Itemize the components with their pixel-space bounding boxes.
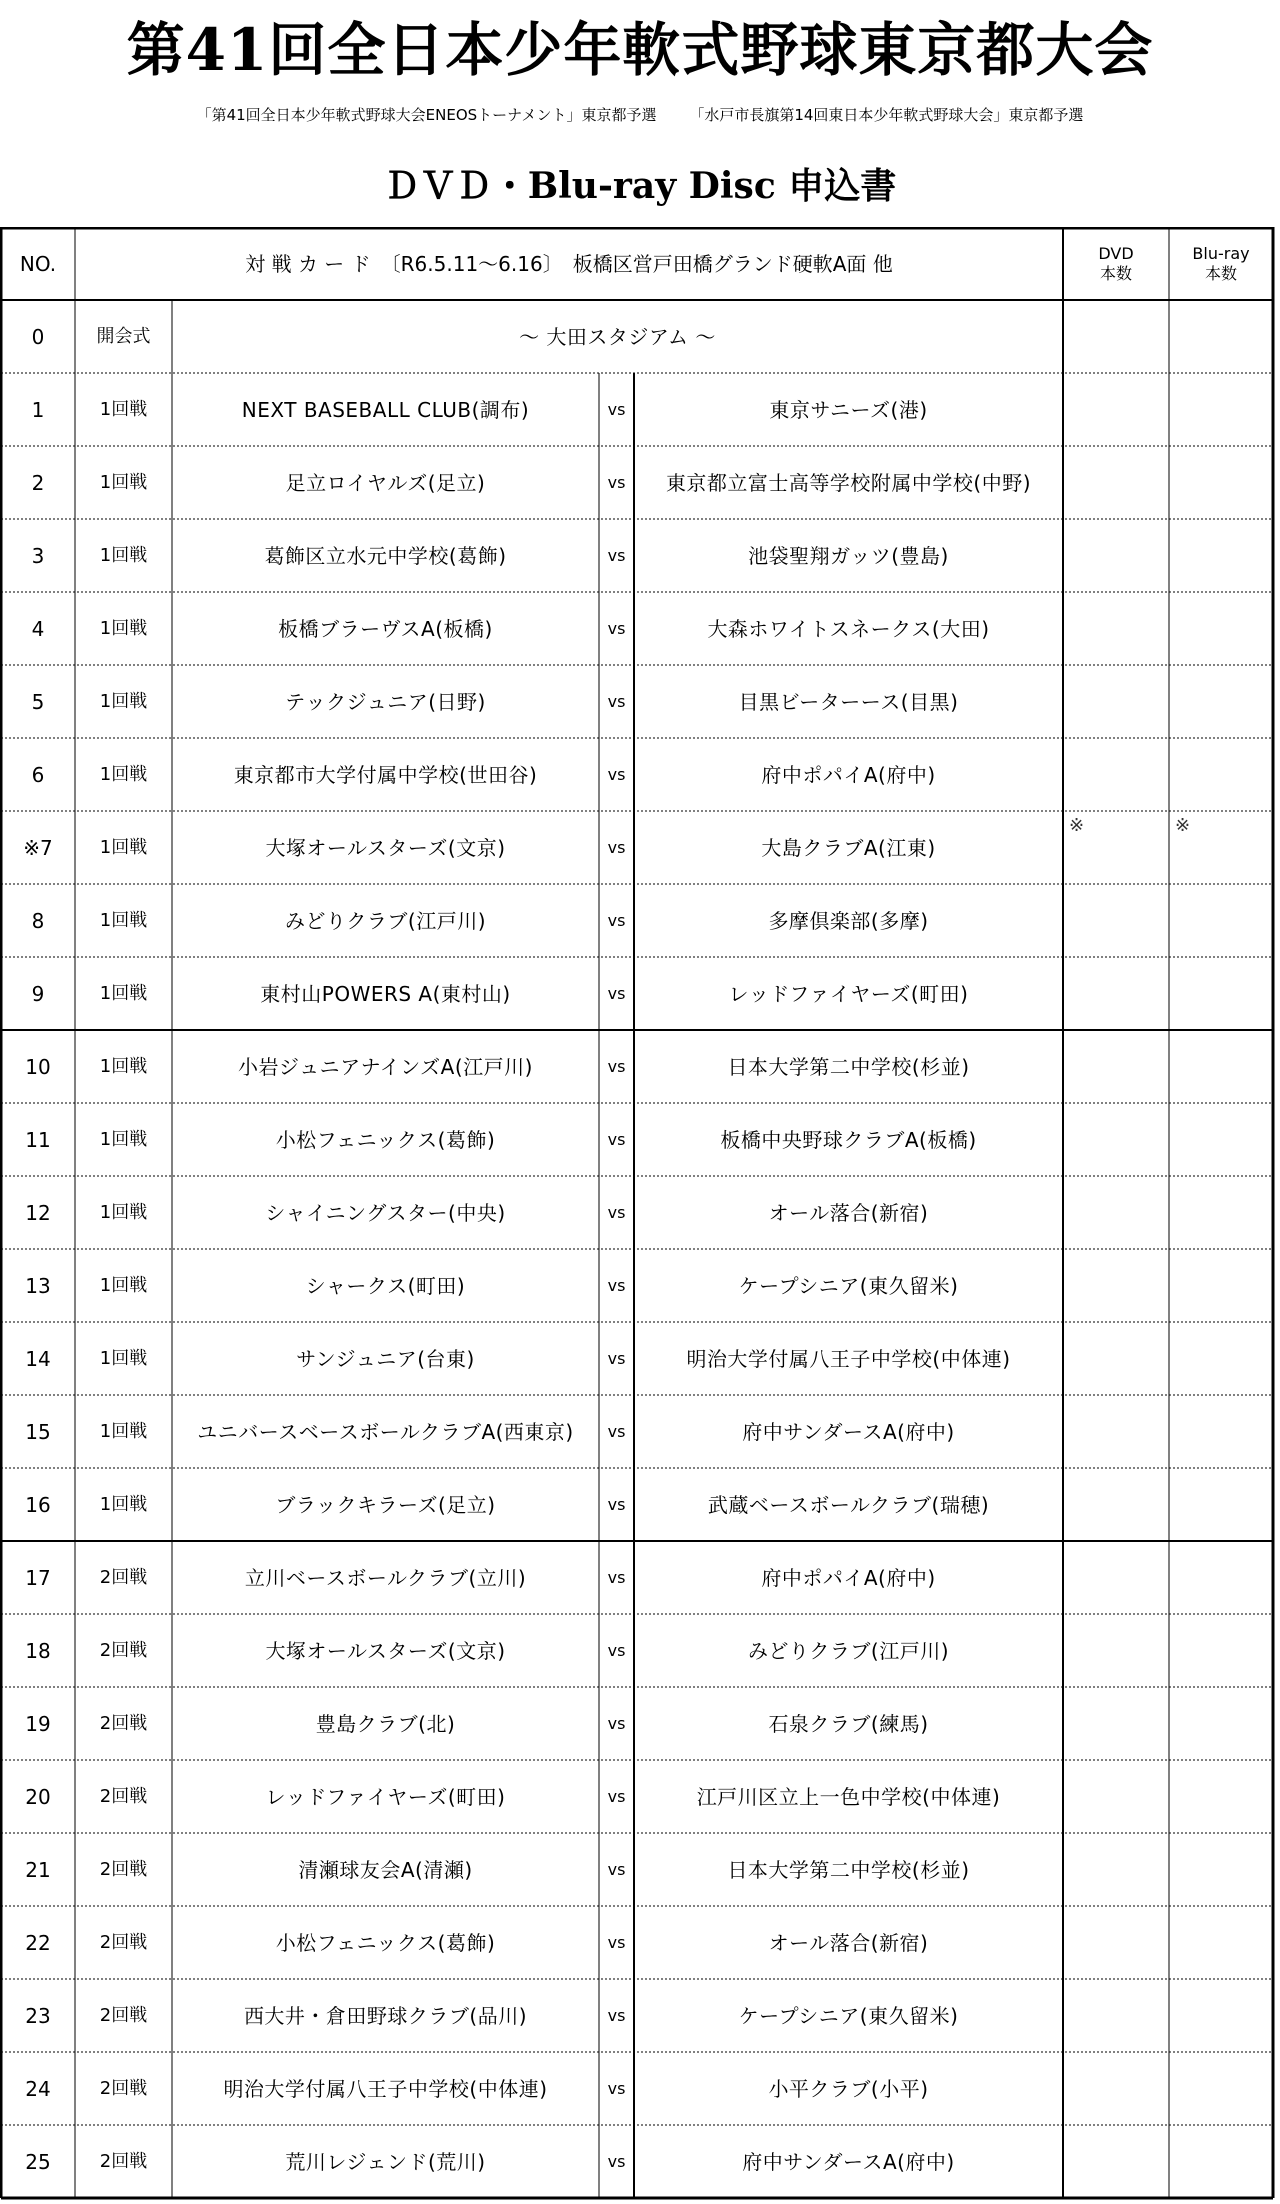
away-team: 池袋聖翔ガッツ(豊島) [748, 543, 949, 568]
bluray-qty-cell[interactable] [1169, 1176, 1273, 1249]
match-round: 1回戦 [99, 1128, 148, 1150]
home-team: 立川ベースボールクラブ(立川) [244, 1565, 527, 1590]
vs-label: vs [607, 618, 626, 638]
away-team: レッドファイヤーズ(町田) [728, 981, 969, 1006]
match-round: 1回戦 [99, 1347, 148, 1369]
vs-label: vs [607, 1640, 626, 1660]
dvd-qty-cell[interactable] [1063, 1906, 1169, 1979]
header-bluray [1169, 227, 1273, 300]
bluray-qty-cell[interactable] [1169, 373, 1273, 446]
home-team: みどりクラブ(江戸川) [284, 908, 487, 933]
away-team: オール落合(新宿) [768, 1200, 929, 1225]
subtitle-tournament-2: 「水戸市長旗第14回東日本少年軟式野球大会」東京都予選 [689, 106, 1084, 124]
vs-label: vs [607, 399, 626, 419]
match-round: 1回戦 [99, 471, 148, 493]
away-team: 府中ポパイA(府中) [761, 762, 936, 787]
away-team: 大森ホワイトスネークス(大田) [707, 616, 990, 641]
match-no: 9 [31, 981, 45, 1006]
bluray-qty-cell[interactable] [1169, 1395, 1273, 1468]
bluray-qty-cell[interactable] [1169, 1030, 1273, 1103]
home-team: 荒川レジェンド(荒川) [285, 2149, 486, 2174]
away-team: 東京サニーズ(港) [769, 397, 928, 422]
bluray-qty-cell[interactable] [1169, 519, 1273, 592]
away-team: みどりクラブ(江戸川) [747, 1638, 950, 1663]
away-team: 武蔵ベースボールクラブ(瑞穂) [707, 1492, 990, 1517]
dvd-qty-cell[interactable] [1063, 1322, 1169, 1395]
match-no: 24 [25, 2076, 51, 2101]
dvd-qty-cell[interactable] [1063, 2125, 1169, 2198]
dvd-qty-cell[interactable] [1063, 2052, 1169, 2125]
dvd-qty-cell[interactable] [1063, 1030, 1169, 1103]
bluray-qty-cell[interactable] [1169, 1103, 1273, 1176]
away-team: 小平クラブ(小平) [768, 2076, 929, 2101]
order-table [0, 227, 1275, 2201]
match-no: 14 [25, 1346, 51, 1371]
vs-label: vs [607, 545, 626, 565]
vs-label: vs [607, 1056, 626, 1076]
opening-bluray-qty[interactable] [1169, 300, 1273, 373]
match-no: 20 [25, 1784, 51, 1809]
bluray-qty-cell[interactable] [1169, 1249, 1273, 1322]
away-team: 日本大学第二中学校(杉並) [727, 1857, 970, 1882]
header-bluray-count-label: 本数 [1204, 263, 1237, 283]
home-team: 大塚オールスターズ(文京) [265, 835, 506, 860]
header-match-card: 対 戦 カ ー ド 〔R6.5.11～6.16〕 板橋区営戸田橋グランド硬軟A面 他 [245, 251, 893, 276]
match-no: 8 [31, 908, 45, 933]
away-team: 石泉クラブ(練馬) [768, 1711, 929, 1736]
dvd-qty-cell[interactable] [1063, 1249, 1169, 1322]
header-no: NO. [19, 251, 57, 276]
match-round: 2回戦 [99, 2150, 148, 2172]
vs-label: vs [607, 983, 626, 1003]
home-team: 葛飾区立水元中学校(葛飾) [264, 543, 507, 568]
bluray-qty-cell[interactable] [1169, 884, 1273, 957]
match-round: 1回戦 [99, 982, 148, 1004]
dvd-qty-cell[interactable] [1063, 1760, 1169, 1833]
bluray-qty-cell[interactable] [1169, 1833, 1273, 1906]
match-round: 2回戦 [99, 1712, 148, 1734]
match-no: 16 [25, 1492, 51, 1517]
bluray-qty-cell[interactable] [1169, 738, 1273, 811]
bluray-qty-cell[interactable] [1169, 1614, 1273, 1687]
dvd-qty-cell[interactable] [1063, 1176, 1169, 1249]
match-no: 4 [31, 616, 45, 641]
bluray-qty-cell[interactable] [1169, 1760, 1273, 1833]
match-round: 2回戦 [99, 1931, 148, 1953]
dvd-qty-cell[interactable] [1063, 1468, 1169, 1541]
away-team: ケープシニア(東久留米) [738, 1273, 959, 1298]
page-title: 第41回全日本少年軟式野球東京都大会 [126, 16, 1154, 84]
away-team: 多摩倶楽部(多摩) [768, 908, 929, 933]
home-team: ユニバースベースボールクラブA(西東京) [197, 1419, 574, 1444]
dvd-qty-cell[interactable] [1063, 1979, 1169, 2052]
match-no: 10 [25, 1054, 51, 1079]
home-team: テックジュニア(日野) [285, 689, 486, 714]
dvd-qty-cell[interactable] [1063, 373, 1169, 446]
dvd-qty-cell[interactable] [1063, 1103, 1169, 1176]
vs-label: vs [607, 1421, 626, 1441]
match-round: 1回戦 [99, 763, 148, 785]
match-no: 25 [25, 2149, 51, 2174]
bluray-qty-cell[interactable] [1169, 957, 1273, 1030]
page-subtitle [0, 104, 1280, 126]
vs-label: vs [607, 472, 626, 492]
away-team: 府中サンダースA(府中) [742, 1419, 955, 1444]
home-team: ブラックキラーズ(足立) [275, 1492, 496, 1517]
match-round: 2回戦 [99, 1566, 148, 1588]
home-team: 西大井・倉田野球クラブ(品川) [243, 2003, 528, 2028]
bluray-qty-cell[interactable] [1169, 1687, 1273, 1760]
home-team: 明治大学付属八王子中学校(中体連) [223, 2076, 548, 2101]
match-round: 1回戦 [99, 909, 148, 931]
home-team: 小松フェニックス(葛飾) [275, 1127, 496, 1152]
match-round: 1回戦 [99, 836, 148, 858]
match-round: 1回戦 [99, 544, 148, 566]
home-team: NEXT BASEBALL CLUB(調布) [241, 397, 530, 422]
vs-label: vs [607, 1859, 626, 1879]
dvd-qty-cell[interactable] [1063, 446, 1169, 519]
match-no: 17 [25, 1565, 51, 1590]
dvd-qty-cell[interactable] [1063, 1395, 1169, 1468]
away-team: 板橋中央野球クラブA(板橋) [720, 1127, 977, 1152]
away-team: 府中ポパイA(府中) [761, 1565, 936, 1590]
match-no: 12 [25, 1200, 51, 1225]
dvd-qty-cell[interactable] [1063, 1541, 1169, 1614]
vs-label: vs [607, 1932, 626, 1952]
vs-label: vs [607, 1494, 626, 1514]
opening-no: 0 [31, 324, 45, 349]
match-round: 2回戦 [99, 1785, 148, 1807]
home-team: 板橋ブラーヴスA(板橋) [278, 616, 493, 641]
dvd-qty-cell[interactable] [1063, 884, 1169, 957]
home-team: レッドファイヤーズ(町田) [265, 1784, 506, 1809]
bluray-qty-cell[interactable] [1169, 1468, 1273, 1541]
home-team: シャイニングスター(中央) [265, 1200, 506, 1225]
vs-label: vs [607, 1786, 626, 1806]
home-team: 足立ロイヤルズ(足立) [285, 470, 486, 495]
vs-label: vs [607, 1202, 626, 1222]
vs-label: vs [607, 2078, 626, 2098]
away-team: 目黒ビーターース(目黒) [738, 689, 959, 714]
match-no: 23 [25, 2003, 51, 2028]
away-team: 江戸川区立上一色中学校(中体連) [696, 1784, 1001, 1809]
vs-label: vs [607, 1275, 626, 1295]
match-round: 2回戦 [99, 1639, 148, 1661]
opening-dvd-qty[interactable] [1063, 300, 1169, 373]
dvd-qty-cell[interactable] [1063, 665, 1169, 738]
vs-label: vs [607, 764, 626, 784]
dvd-qty-cell[interactable] [1063, 1687, 1169, 1760]
bluray-qty-cell[interactable] [1169, 446, 1273, 519]
dvd-qty-cell[interactable] [1063, 592, 1169, 665]
match-no: 15 [25, 1419, 51, 1444]
vs-label: vs [607, 910, 626, 930]
bluray-qty-cell[interactable] [1169, 1322, 1273, 1395]
match-round: 2回戦 [99, 2004, 148, 2026]
home-team: 豊島クラブ(北) [315, 1711, 456, 1736]
dvd-qty-cell[interactable] [1063, 738, 1169, 811]
opening-label: 開会式 [96, 325, 151, 347]
match-round: 1回戦 [99, 617, 148, 639]
vs-label: vs [607, 837, 626, 857]
match-round: 1回戦 [99, 1274, 148, 1296]
home-team: 小松フェニックス(葛飾) [275, 1930, 496, 1955]
match-no: 5 [31, 689, 45, 714]
match-round: 2回戦 [99, 1858, 148, 1880]
home-team: 清瀬球友会A(清瀬) [298, 1857, 473, 1882]
vs-label: vs [607, 1348, 626, 1368]
home-team: サンジュニア(台東) [296, 1346, 475, 1371]
match-round: 1回戦 [99, 1420, 148, 1442]
match-no: 3 [31, 543, 45, 568]
away-team: 日本大学第二中学校(杉並) [727, 1054, 970, 1079]
bluray-qty-cell[interactable] [1169, 1906, 1273, 1979]
bluray-qty-cell[interactable] [1169, 592, 1273, 665]
away-team: オール落合(新宿) [768, 1930, 929, 1955]
bluray-qty-cell[interactable] [1169, 665, 1273, 738]
match-round: 1回戦 [99, 1201, 148, 1223]
match-no: 22 [25, 1930, 51, 1955]
away-team: 府中サンダースA(府中) [742, 2149, 955, 2174]
dvd-qty-cell[interactable] [1063, 519, 1169, 592]
vs-label: vs [607, 2005, 626, 2025]
header-dvd-label: DVD [1098, 243, 1134, 263]
away-team: 明治大学付属八王子中学校(中体連) [686, 1346, 1011, 1371]
dvd-qty-cell[interactable] [1063, 1614, 1169, 1687]
form-title: ＤＶＤ・Blu-ray Disc 申込書 [383, 165, 897, 207]
bluray-qty-cell[interactable] [1169, 1979, 1273, 2052]
match-no: 1 [31, 397, 45, 422]
opening-venue: ～ 大田スタジアム ～ [519, 324, 716, 349]
match-no: 19 [25, 1711, 51, 1736]
home-team: 小岩ジュニアナインズA(江戸川) [238, 1054, 533, 1079]
vs-label: vs [607, 1567, 626, 1587]
header-dvd [1063, 227, 1169, 300]
match-no: 6 [31, 762, 45, 787]
match-no: 18 [25, 1638, 51, 1663]
away-team: 東京都立富士高等学校附属中学校(中野) [665, 470, 1032, 495]
match-round: 1回戦 [99, 1055, 148, 1077]
home-team: 大塚オールスターズ(文京) [265, 1638, 506, 1663]
match-no: 21 [25, 1857, 51, 1882]
bluray-qty-cell[interactable] [1169, 2052, 1273, 2125]
vs-label: vs [607, 691, 626, 711]
bluray-qty-cell[interactable] [1169, 1541, 1273, 1614]
match-round: 1回戦 [99, 690, 148, 712]
header-dvd-count-label: 本数 [1099, 263, 1132, 283]
vs-label: vs [607, 1129, 626, 1149]
match-no: 11 [25, 1127, 51, 1152]
dvd-qty-cell[interactable] [1063, 957, 1169, 1030]
match-round: 1回戦 [99, 1493, 148, 1515]
vs-label: vs [607, 2151, 626, 2171]
home-team: シャークス(町田) [305, 1273, 466, 1298]
away-team: ケープシニア(東久留米) [738, 2003, 959, 2028]
bluray-qty-cell[interactable] [1169, 2125, 1273, 2198]
home-team: 東京都市大学付属中学校(世田谷) [233, 762, 538, 787]
dvd-qty-cell[interactable]: ※ [1069, 815, 1085, 836]
match-round: 1回戦 [99, 398, 148, 420]
away-team: 大島クラブA(江東) [761, 835, 936, 860]
match-no: 2 [31, 470, 45, 495]
vs-label: vs [607, 1713, 626, 1733]
home-team: 東村山POWERS A(東村山) [260, 981, 511, 1006]
dvd-qty-cell[interactable] [1063, 1833, 1169, 1906]
subtitle-tournament-1: 「第41回全日本少年軟式野球大会ENEOSトーナメント」東京都予選 [196, 106, 657, 124]
bluray-qty-cell[interactable]: ※ [1175, 815, 1191, 836]
match-no: ※7 [23, 835, 53, 860]
match-round: 2回戦 [99, 2077, 148, 2099]
match-no: 13 [25, 1273, 51, 1298]
header-bluray-label: Blu-ray [1192, 243, 1250, 263]
